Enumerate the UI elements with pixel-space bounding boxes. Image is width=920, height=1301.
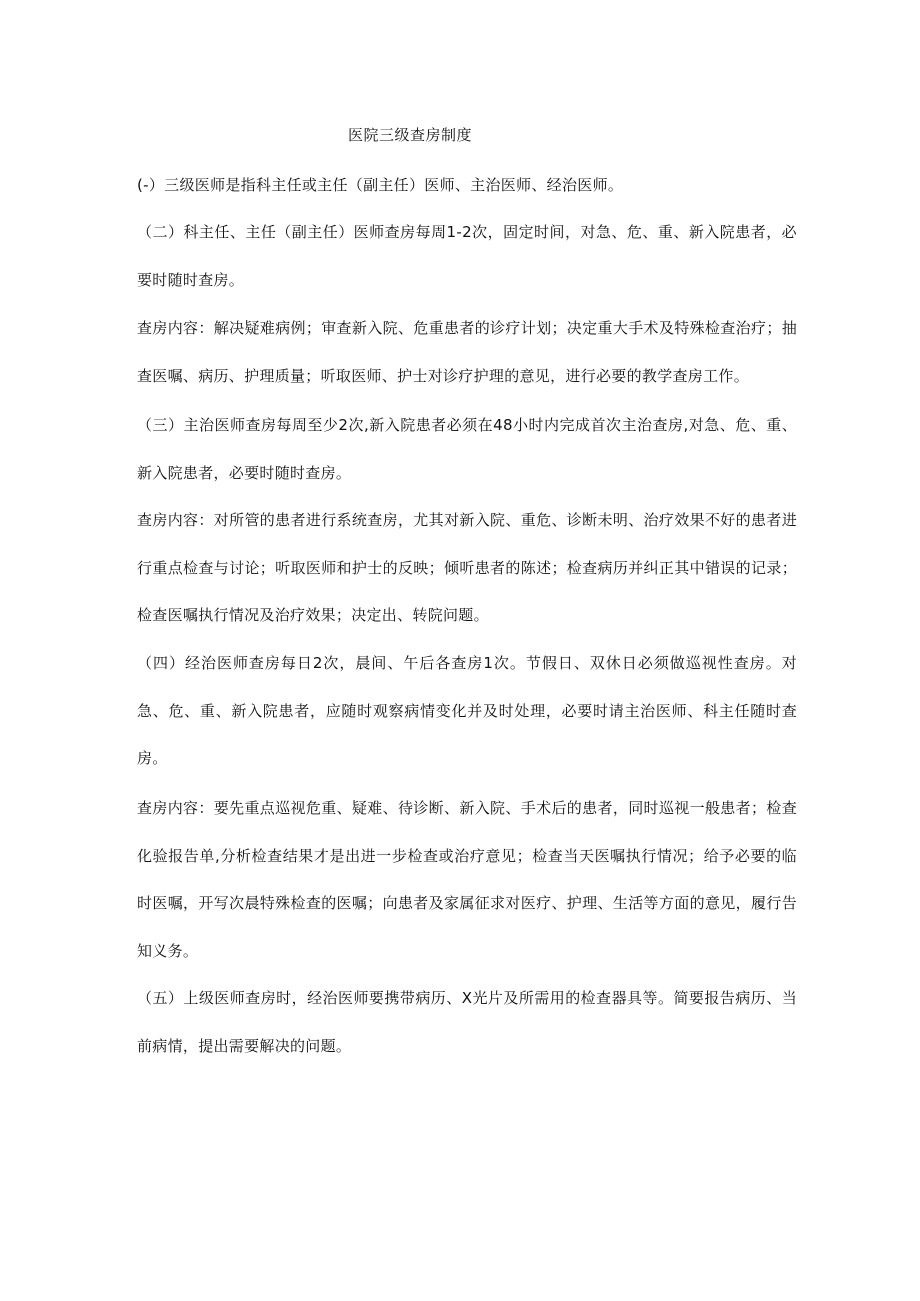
document-title: 医院三级查房制度 bbox=[347, 126, 472, 144]
paragraph-6-resident-rounds: （四）经治医师查房每日2次，晨间、午后各查房1次。节假日、双休日必须做巡视性查房。对急、危、重、新入院患者，应随时观察病情变化并及时处理，必要时请主治医师、科主任随时查房。 bbox=[137, 654, 797, 767]
paragraph-7-resident-rounds-content: 查房内容：要先重点巡视危重、疑难、待诊断、新入院、手术后的患者，同时巡视一般患者；检查化验报告单,分析检查结果才是出进一步检查或治疗意见；检查当天医嘱执行情况；给予必要的临时医嘱，开写次晨特殊检查的医嘱；向患者及家属征求对医疗、护理、生活等方面的意见，履行告知义务。 bbox=[137, 799, 797, 960]
paragraph-2-director-rounds: （二）科主任、主任（副主任）医师查房每周1-2次，固定时间，对急、危、重、新入院患者，必要时随时查房。 bbox=[137, 223, 797, 289]
paragraph-8-senior-rounds-preparation: （五）上级医师查房时，经治医师要携带病历、X光片及所需用的检查器具等。简要报告病历、当前病情，提出需要解决的问题。 bbox=[137, 989, 797, 1055]
paragraph-4-attending-rounds: （三）主治医师查房每周至少2次,新入院患者必须在48小时内完成首次主治查房,对急、危、重、新入院患者，必要时随时查房。 bbox=[137, 416, 797, 482]
paragraph-3-director-rounds-content: 查房内容：解决疑难病例；审查新入院、危重患者的诊疗计划；决定重大手术及特殊检查治疗；抽查医嘱、病历、护理质量；听取医师、护士对诊疗护理的意见，进行必要的教学查房工作。 bbox=[137, 319, 797, 385]
paragraph-1-definition: (-）三级医师是指科主任或主任（副主任）医师、主治医师、经治医师。 bbox=[137, 176, 624, 194]
paragraph-5-attending-rounds-content: 查房内容：对所管的患者进行系统查房，尤其对新入院、重危、诊断未明、治疗效果不好的患者进行重点检查与讨论；听取医师和护士的反映；倾听患者的陈述；检查病历并纠正其中错误的记录；检查医嘱执行情况及治疗效果；决定出、转院问题。 bbox=[137, 511, 797, 624]
